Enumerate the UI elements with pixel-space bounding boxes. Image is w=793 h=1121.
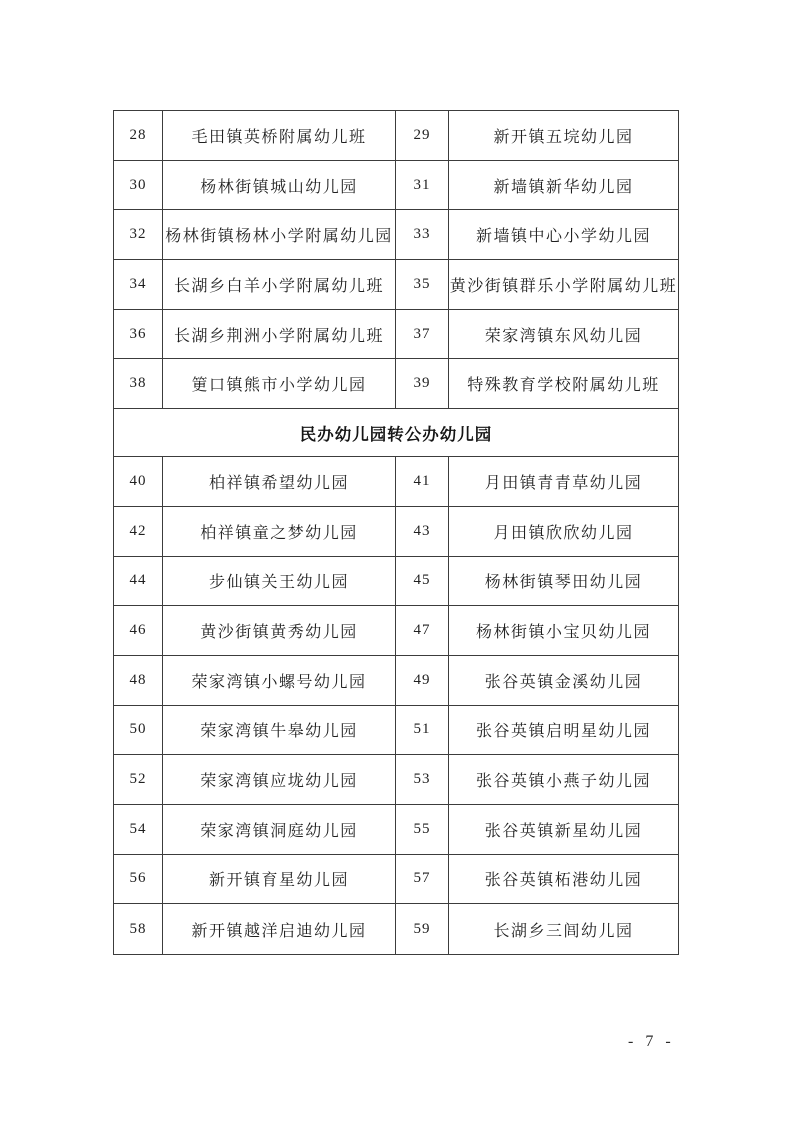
kindergarten-name-right: 月田镇欣欣幼儿园 bbox=[493, 524, 634, 542]
row-number-left: 46 bbox=[114, 606, 163, 655]
kindergarten-name-right: 月田镇青青草幼儿园 bbox=[484, 474, 643, 492]
row-number-left: 42 bbox=[114, 507, 163, 556]
table-row bbox=[114, 210, 678, 260]
kindergarten-name-left: 新开镇越洋启迪幼儿园 bbox=[163, 904, 396, 954]
table-row bbox=[114, 507, 678, 557]
row-number-left: 30 bbox=[114, 161, 163, 210]
kindergarten-name-right: 张谷英镇新星幼儿园 bbox=[484, 822, 643, 840]
kindergarten-name-left: 长湖乡白羊小学附属幼儿班 bbox=[163, 260, 396, 309]
row-number-right: 29 bbox=[396, 111, 449, 160]
kindergarten-name-right: 杨林街镇小宝贝幼儿园 bbox=[475, 624, 651, 642]
table-row bbox=[114, 855, 678, 905]
kindergarten-name-left: 新开镇育星幼儿园 bbox=[163, 855, 396, 904]
kindergarten-name-right: 杨林街镇琴田幼儿园 bbox=[484, 574, 643, 592]
row-number-right: 53 bbox=[396, 755, 449, 804]
kindergarten-name-right: 特殊教育学校附属幼儿班 bbox=[467, 377, 660, 395]
table-row bbox=[114, 161, 678, 211]
row-number-left: 40 bbox=[114, 457, 163, 506]
kindergarten-name-left: 步仙镇关王幼儿园 bbox=[163, 557, 396, 606]
kindergarten-name-right: 荣家湾镇东风幼儿园 bbox=[484, 327, 643, 345]
kindergarten-name-right: 张谷英镇启明星幼儿园 bbox=[475, 723, 651, 741]
row-number-right: 59 bbox=[396, 904, 449, 954]
row-number-left: 56 bbox=[114, 855, 163, 904]
table-row bbox=[114, 805, 678, 855]
row-number-right: 33 bbox=[396, 210, 449, 259]
table-row bbox=[114, 557, 678, 607]
kindergarten-name-right: 长湖乡三闾幼儿园 bbox=[493, 922, 634, 940]
table-row bbox=[114, 656, 678, 706]
kindergarten-name-right: 新墙镇新华幼儿园 bbox=[493, 178, 634, 196]
row-number-left: 48 bbox=[114, 656, 163, 705]
table-row bbox=[114, 706, 678, 756]
kindergarten-name-left: 黄沙街镇黄秀幼儿园 bbox=[163, 606, 396, 655]
kindergarten-name-left: 杨林街镇城山幼儿园 bbox=[163, 161, 396, 210]
row-number-right: 57 bbox=[396, 855, 449, 904]
kindergarten-name-right: 张谷英镇金溪幼儿园 bbox=[484, 673, 643, 691]
row-number-right: 31 bbox=[396, 161, 449, 210]
table-row bbox=[114, 111, 678, 161]
row-number-left: 38 bbox=[114, 359, 163, 408]
table-row bbox=[114, 606, 678, 656]
kindergarten-name-left: 柏祥镇童之梦幼儿园 bbox=[163, 507, 396, 556]
kindergarten-name-left: 筻口镇熊市小学幼儿园 bbox=[163, 359, 396, 408]
row-number-left: 52 bbox=[114, 755, 163, 804]
table-row bbox=[114, 457, 678, 507]
table-row bbox=[114, 904, 678, 954]
kindergarten-name-left: 毛田镇英桥附属幼儿班 bbox=[163, 111, 396, 160]
row-number-right: 47 bbox=[396, 606, 449, 655]
row-number-right: 51 bbox=[396, 706, 449, 755]
row-number-right: 49 bbox=[396, 656, 449, 705]
kindergarten-name-left: 荣家湾镇洞庭幼儿园 bbox=[163, 805, 396, 854]
row-number-left: 50 bbox=[114, 706, 163, 755]
kindergarten-name-right: 新开镇五垸幼儿园 bbox=[493, 128, 634, 146]
row-number-right: 39 bbox=[396, 359, 449, 408]
kindergarten-name-right: 新墙镇中心小学幼儿园 bbox=[475, 228, 651, 246]
kindergarten-name-left: 杨林街镇杨林小学附属幼儿园 bbox=[163, 210, 396, 259]
kindergarten-name-left: 柏祥镇希望幼儿园 bbox=[163, 457, 396, 506]
kindergarten-name-right: 黄沙街镇群乐小学附属幼儿班 bbox=[449, 277, 678, 295]
table-row bbox=[114, 755, 678, 805]
row-number-left: 32 bbox=[114, 210, 163, 259]
table-row bbox=[114, 260, 678, 310]
kindergarten-name-right: 张谷英镇柘港幼儿园 bbox=[484, 872, 643, 890]
row-number-right: 35 bbox=[396, 260, 449, 309]
kindergarten-name-left: 荣家湾镇小螺号幼儿园 bbox=[163, 656, 396, 705]
kindergarten-table bbox=[113, 110, 679, 955]
row-number-left: 54 bbox=[114, 805, 163, 854]
row-number-left: 28 bbox=[114, 111, 163, 160]
row-number-left: 36 bbox=[114, 310, 163, 359]
row-number-right: 55 bbox=[396, 805, 449, 854]
section-header: 民办幼儿园转公办幼儿园 bbox=[114, 409, 678, 457]
row-number-right: 45 bbox=[396, 557, 449, 606]
table-row bbox=[114, 359, 678, 409]
row-number-right: 37 bbox=[396, 310, 449, 359]
page-number: - 7 - bbox=[628, 1033, 675, 1050]
kindergarten-name-left: 荣家湾镇应垅幼儿园 bbox=[163, 755, 396, 804]
kindergarten-name-right: 张谷英镇小燕子幼儿园 bbox=[475, 773, 651, 791]
row-number-left: 34 bbox=[114, 260, 163, 309]
row-number-left: 44 bbox=[114, 557, 163, 606]
table-row bbox=[114, 310, 678, 360]
row-number-right: 41 bbox=[396, 457, 449, 506]
kindergarten-name-left: 长湖乡荆洲小学附属幼儿班 bbox=[163, 310, 396, 359]
kindergarten-name-left: 荣家湾镇牛皋幼儿园 bbox=[163, 706, 396, 755]
row-number-left: 58 bbox=[114, 904, 163, 954]
row-number-right: 43 bbox=[396, 507, 449, 556]
